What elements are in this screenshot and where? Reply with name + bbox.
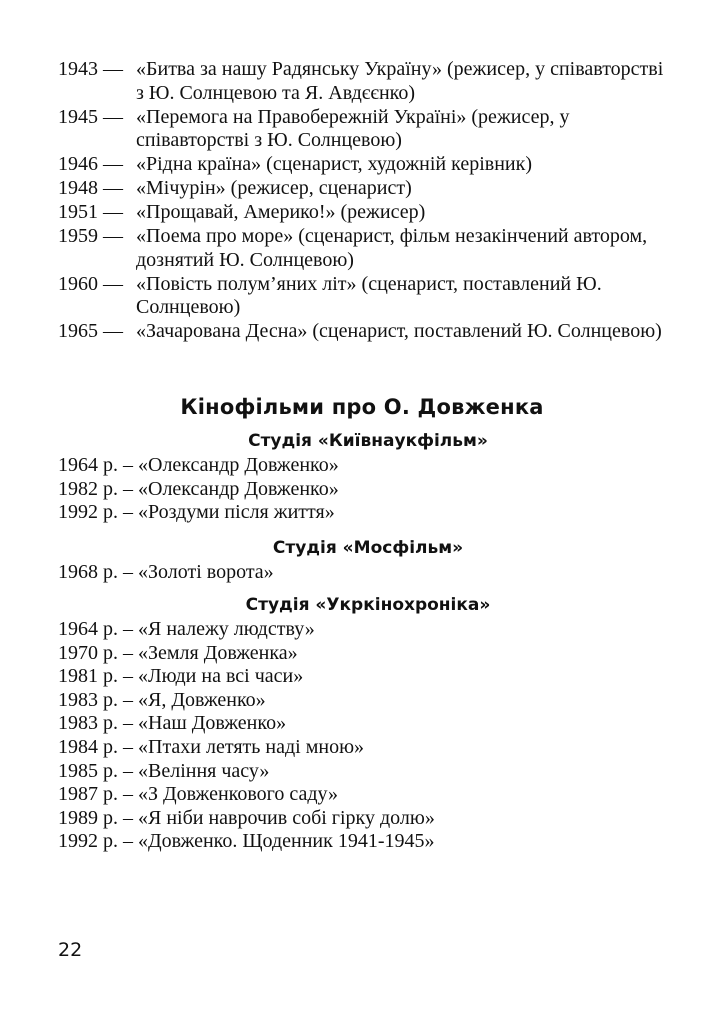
studio-mosfilm <box>58 537 678 585</box>
film-description: «Перемога на Правобережній Україні» (режисер, у співавторстві з Ю. Солнцевою) <box>136 105 570 151</box>
documentary-item: 1992 р. – «Довженко. Щоденник 1941-1945» <box>58 830 435 853</box>
studio-ukrkinokhronika <box>58 594 678 854</box>
film-year: 1946 — <box>58 153 123 175</box>
film-year: 1945 — <box>58 105 123 128</box>
film-description: «Мічурін» (режисер, сценарист) <box>136 177 412 199</box>
film-description: «Поема про море» (сценарист, фільм незакінчений автором, дознятий Ю. Солнцевою) <box>136 225 648 271</box>
film-description: «Зачарована Десна» (сценарист, поставлений Ю. Солнцевою) <box>136 320 662 342</box>
film-year: 1959 — <box>58 225 123 247</box>
documentary-item: 1984 р. – «Птахи летять наді мною» <box>58 735 365 758</box>
film-year: 1960 — <box>58 272 123 295</box>
film-year: 1948 — <box>58 177 123 199</box>
film-description: «Битва за нашу Радянську Україну» (режисер, у співавторстві з Ю. Солнцевою та Я. Авдєєнко) <box>136 58 664 104</box>
film-description: «Прощавай, Америко!» (режисер) <box>136 201 426 223</box>
filmography-entry <box>58 273 668 320</box>
filmography-list <box>58 58 668 344</box>
documentary-item: 1981 р. – «Люди на всі часи» <box>58 665 304 688</box>
studio-heading: Студія «Укркінохроніка» <box>245 595 491 615</box>
page-number: 22 <box>58 939 83 961</box>
filmography-entry <box>58 201 668 225</box>
documentary-item: 1992 р. – «Роздуми після життя» <box>58 501 335 524</box>
documentary-item: 1970 р. – «Земля Довженка» <box>58 641 298 664</box>
film-description: «Рідна країна» (сценарист, художній керівник) <box>136 153 532 175</box>
documentary-item: 1964 р. – «Олександр Довженко» <box>58 454 339 476</box>
documentary-item: 1964 р. – «Я належу людству» <box>58 618 315 640</box>
filmography-entry <box>58 320 668 344</box>
filmography-entry <box>58 58 668 105</box>
documentary-item: 1983 р. – «Я, Довженко» <box>58 688 266 711</box>
studio-heading: Студія «Київнаукфільм» <box>248 431 488 451</box>
documentary-item: 1985 р. – «Веління часу» <box>58 759 270 782</box>
filmography-entry <box>58 225 668 272</box>
studio-heading: Студія «Мосфільм» <box>272 538 464 558</box>
filmography-entry <box>58 177 668 201</box>
documentary-item: 1983 р. – «Наш Довженко» <box>58 712 287 735</box>
filmography-entry <box>58 106 668 153</box>
documentary-item: 1982 р. – «Олександр Довженко» <box>58 477 339 500</box>
film-year: 1951 — <box>58 201 123 223</box>
documentary-item: 1987 р. – «З Довженкового саду» <box>58 783 339 806</box>
documentary-item: 1989 р. – «Я ніби наврочив собі гірку долю» <box>58 806 435 829</box>
filmography-entry <box>58 153 668 177</box>
film-year: 1965 — <box>58 320 123 342</box>
studio-kyivnaukfilm <box>58 430 678 525</box>
film-year: 1943 — <box>58 58 123 80</box>
documentary-item: 1968 р. – «Золоті ворота» <box>58 561 274 583</box>
section-title: Кінофільми про О. Довженка <box>180 395 544 419</box>
film-description: «Повість полум’яних літ» (сценарист, поставлений Ю. Солнцевою) <box>136 272 602 318</box>
